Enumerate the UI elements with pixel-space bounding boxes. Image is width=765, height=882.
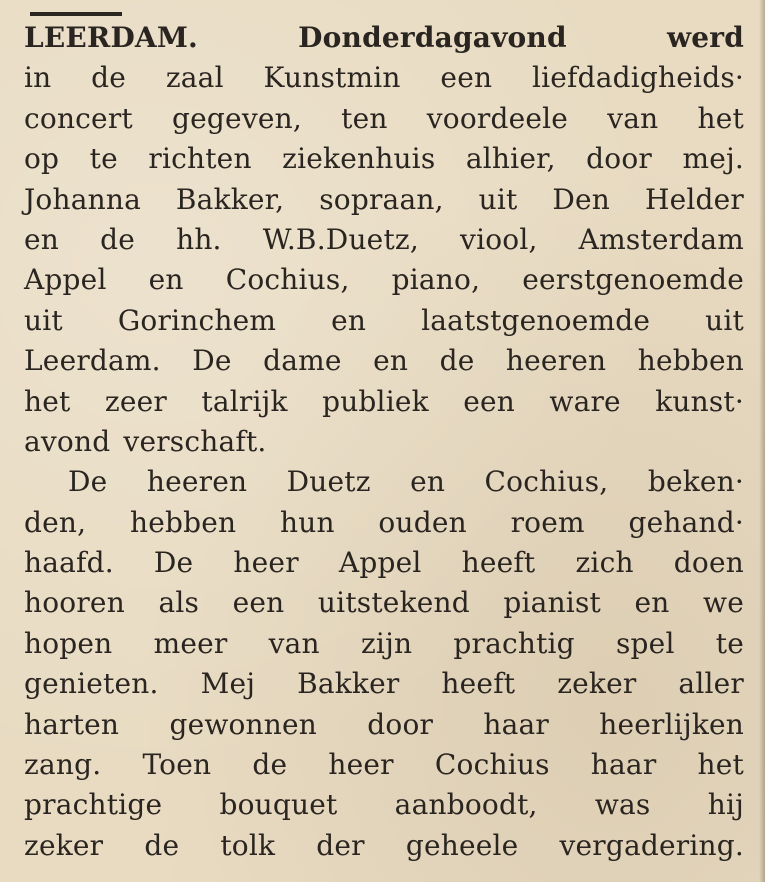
article-line: prachtige bouquet aanboodt, was hij	[24, 788, 744, 822]
article-line: De heeren Duetz en Cochius, beken·	[68, 465, 744, 499]
article-line: in de zaal Kunstmin een liefdadigheids·	[24, 61, 744, 95]
article-line: het zeer talrijk publiek een ware kunst·	[24, 384, 744, 418]
article-line: en de hh. W.B.Duetz, viool, Amsterdam	[24, 222, 744, 256]
article-line: concert gegeven, ten voordeele van het	[24, 101, 744, 135]
top-rule-divider	[30, 12, 122, 16]
article-line: avond verschaft.	[24, 424, 267, 458]
article-line: genieten. Mej Bakker heeft zeker aller	[24, 667, 744, 701]
page-edge	[759, 0, 765, 882]
article-line: op te richten ziekenhuis alhier, door mej.	[24, 142, 744, 176]
article-line: Appel en Cochius, piano, eerstgenoemde	[24, 263, 744, 297]
article-line: haafd. De heer Appel heeft zich doen	[24, 546, 744, 580]
article-line: harten gewonnen door haar heerlijken	[24, 707, 744, 741]
article-line: zang. Toen de heer Cochius haar het	[24, 748, 744, 782]
article-line: Leerdam. De dame en de heeren hebben	[24, 344, 744, 378]
article-text	[24, 18, 744, 866]
article-line: zeker de tolk der geheele vergadering.	[24, 828, 744, 862]
article-line: hooren als een uitstekend pianist en we	[24, 586, 744, 620]
article-line: uit Gorinchem en laatstgenoemde uit	[24, 303, 744, 337]
article-line: LEERDAM. Donderdagavond werd	[24, 21, 744, 54]
article-line: Johanna Bakker, sopraan, uit Den Helder	[24, 182, 744, 216]
article-line: hopen meer van zijn prachtig spel te	[24, 626, 744, 660]
article-line: den, hebben hun ouden roem gehand·	[24, 505, 744, 539]
